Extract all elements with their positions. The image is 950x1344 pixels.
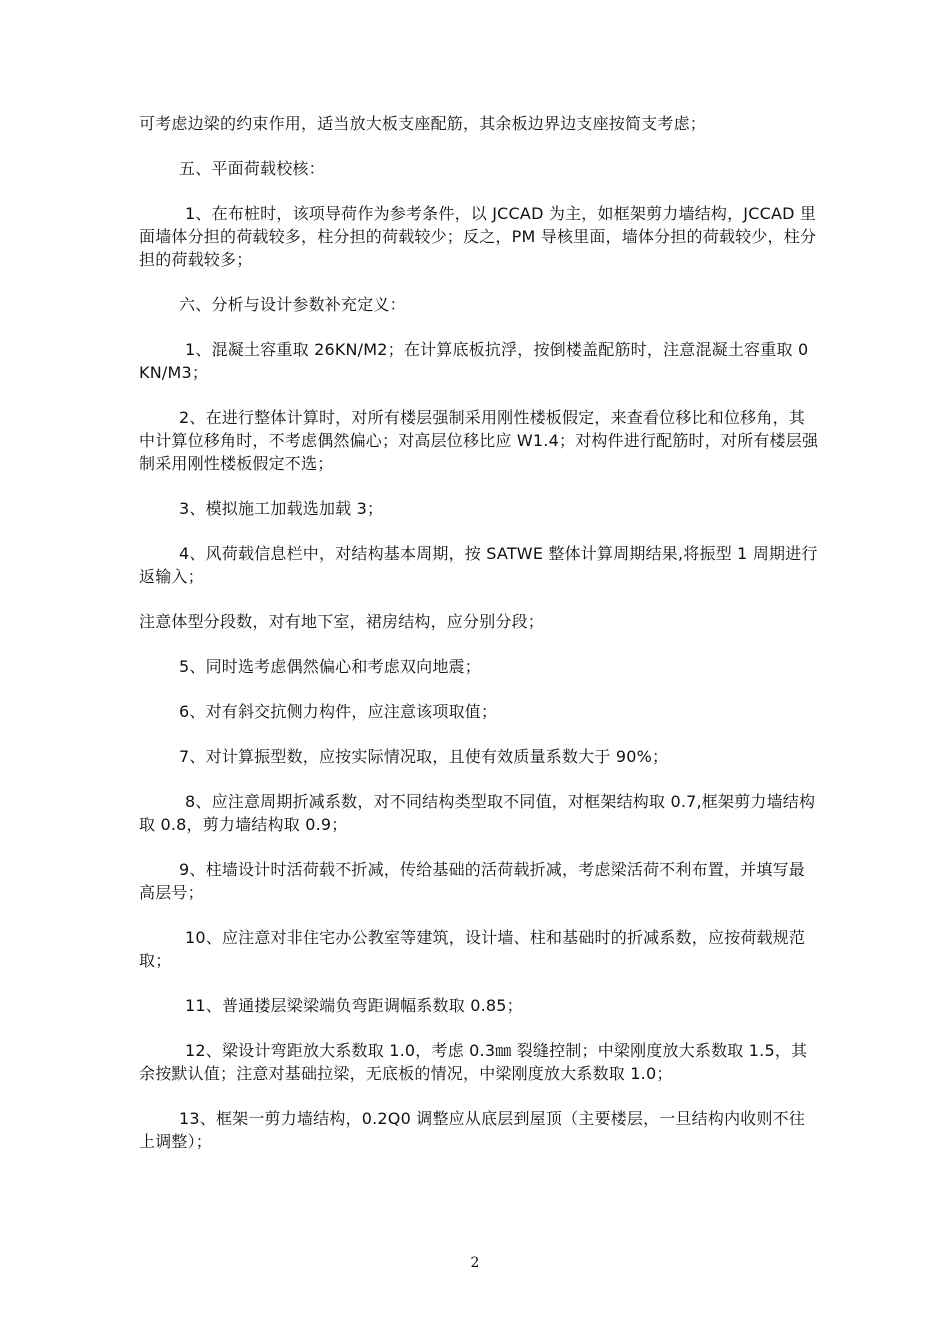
list-item: 11、普通搂层梁梁端负弯距调幅系数取 0.85； xyxy=(185,996,523,1015)
list-item: 13、框架一剪力墙结构，0.2Q0 调整应从底层到屋顶（主要楼层，一旦结构内收则不往上调整）； xyxy=(139,1109,806,1151)
list-item: 8、应注意周期折减系数，对不同结构类型取不同值，对框架结构取 0.7,框架剪力墙结构取 0.8，剪力墙结构取 0.9； xyxy=(139,792,816,834)
list-item: 2、在进行整体计算时，对所有楼层强制采用刚性楼板假定，来查看位移比和位移角，其中计算位移角时，不考虑偶然偏心；对高层位移比应 W1.4；对构件进行配筋时，对所有楼层强制采用刚性楼板假定不选； xyxy=(139,408,819,473)
paragraph-continuation: 可考虑边梁的约束作用，适当放大板支座配筋，其余板边界边支座按简支考虑； xyxy=(139,114,707,133)
page-number: 2 xyxy=(470,1255,480,1271)
list-item: 1、混凝土容重取 26KN/M2；在计算底板抗浮，按倒楼盖配筋时，注意混凝土容重取 0KN/M3； xyxy=(139,340,809,382)
list-item: 3、模拟施工加载选加载 3； xyxy=(179,499,384,518)
section-heading-5: 五、平面荷载校核： xyxy=(179,159,325,178)
section-heading-6: 六、分析与设计参数补充定义： xyxy=(179,295,406,314)
list-item: 7、对计算振型数，应按实际情况取，且使有效质量系数大于 90%； xyxy=(179,747,669,766)
list-item: 1、在布桩时，该项导荷作为参考条件，以 JCCAD 为主，如框架剪力墙结构，JCCAD 里面墙体分担的荷载较多，柱分担的荷载较少；反之，PM 导核里面，墙体分担的荷载较少，柱分担的荷载较多； xyxy=(139,204,817,269)
list-item: 10、应注意对非住宅办公教室等建筑，设计墙、柱和基础时的折减系数，应按荷载规范取； xyxy=(139,928,806,970)
paragraph-note: 注意体型分段数，对有地下室，裙房结构，应分别分段； xyxy=(139,612,545,631)
list-item: 12、梁设计弯距放大系数取 1.0，考虑 0.3㎜ 裂缝控制；中梁刚度放大系数取 1.5，其余按默认值；注意对基础拉梁，无底板的情况，中梁刚度放大系数取 1.0； xyxy=(139,1041,808,1083)
list-item: 4、风荷载信息栏中，对结构基本周期，按 SATWE 整体计算周期结果,将振型 1 周期进行返输入； xyxy=(139,544,818,586)
document-body xyxy=(139,112,819,1175)
list-item: 6、对有斜交抗侧力构件，应注意该项取值； xyxy=(179,702,498,721)
list-item: 5、同时选考虑偶然偏心和考虑双向地震； xyxy=(179,657,481,676)
list-item: 9、柱墙设计时活荷载不折减，传给基础的活荷载折减，考虑梁活荷不利布置，并填写最高层号； xyxy=(139,860,805,902)
